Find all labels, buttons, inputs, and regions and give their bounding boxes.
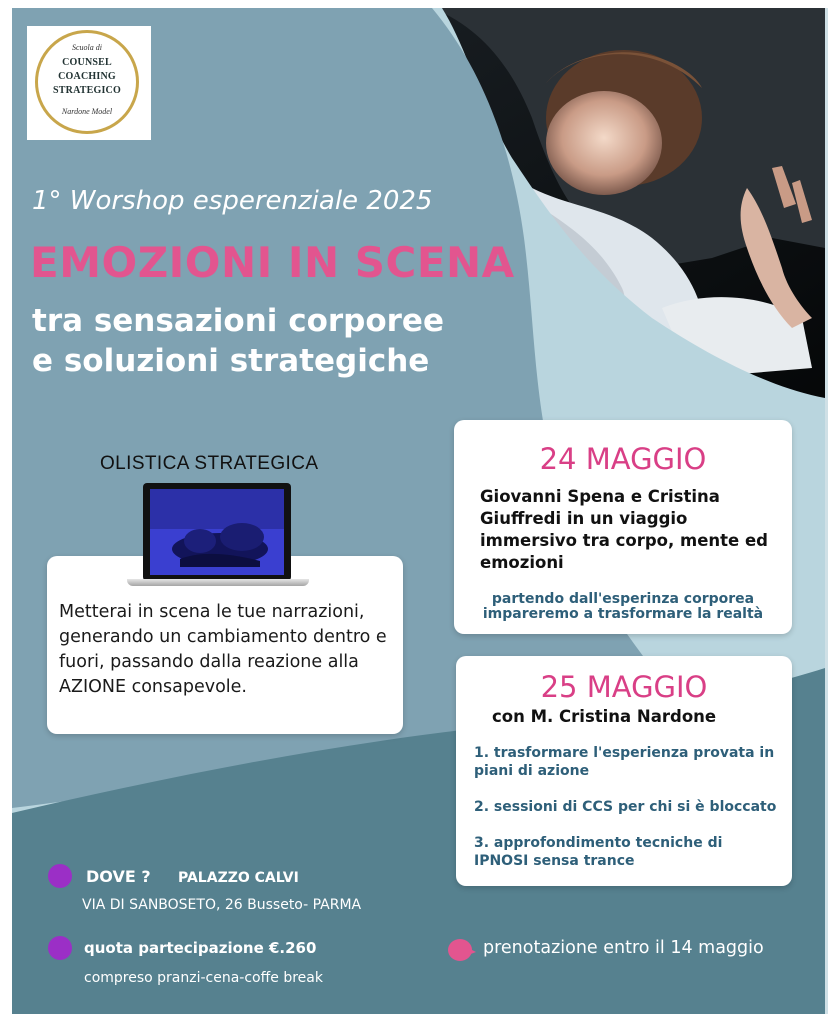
day1-note — [454, 592, 792, 622]
logo-line-strategico: STRATEGICO — [53, 85, 121, 96]
purple-dot-icon — [48, 864, 72, 888]
edition-subtitle: 1° Worshop esperenziale 2025 — [32, 186, 433, 216]
flyer-frame — [12, 8, 828, 1014]
olistica-heading: OLISTICA STRATEGICA — [100, 453, 319, 474]
booking-deadline: prenotazione entro il 14 maggio — [483, 938, 764, 958]
olistica-description: Metterai in scena le tue narrazioni, generando un cambiamento dentro e fuori, passando dalla reazione alla AZIONE consapevole. — [59, 602, 387, 697]
logo-badge — [35, 30, 139, 134]
pink-pin-icon — [448, 938, 476, 962]
day2-item-1: 1. trasformare l'esperienza provata in piani di azione — [474, 745, 775, 779]
day2-card — [456, 656, 792, 886]
day1-date: 24 MAGGIO — [539, 442, 707, 476]
day1-note-line-1: partendo dall'esperinza corporea — [491, 591, 755, 607]
purple-dot-icon — [48, 936, 72, 960]
page-title: EMOZIONI IN SCENA — [30, 238, 515, 287]
day2-date: 25 MAGGIO — [540, 670, 708, 704]
day1-description: Giovanni Spena e Cristina Giuffredi in un viaggio immersivo tra corpo, mente ed emozioni — [480, 487, 768, 572]
tagline-line-1: tra sensazioni corporee — [32, 303, 444, 339]
fee-includes: compreso pranzi-cena-coffe break — [84, 970, 323, 986]
day2-host: con M. Cristina Nardone — [492, 707, 717, 726]
fee-label: quota partecipazione €.260 — [84, 939, 317, 957]
tagline — [32, 301, 532, 381]
location-label: DOVE ? — [86, 867, 151, 886]
logo-model-text: Nardone Model — [61, 107, 113, 116]
logo-line-counsel: COUNSEL — [62, 57, 112, 68]
laptop-base — [127, 579, 309, 586]
day1-note-line-2: impareremo a trasformare la realtà — [482, 606, 764, 622]
location-address: VIA DI SANBOSETO, 26 Busseto- PARMA — [82, 897, 362, 913]
day2-item-2: 2. sessioni di CCS per chi si è bloccato — [474, 799, 777, 815]
laptop-image — [143, 483, 291, 581]
logo-line-coaching: COACHING — [58, 71, 116, 82]
location-venue: PALAZZO CALVI — [178, 870, 299, 886]
logo-school-text: Scuola di — [72, 43, 102, 52]
tagline-line-2: e soluzioni strategiche — [32, 343, 430, 379]
school-logo — [27, 26, 151, 140]
day2-item-3: 3. approfondimento tecniche di IPNOSI sensa trance — [474, 835, 723, 869]
day1-card — [454, 420, 792, 634]
body-photo — [150, 489, 284, 575]
